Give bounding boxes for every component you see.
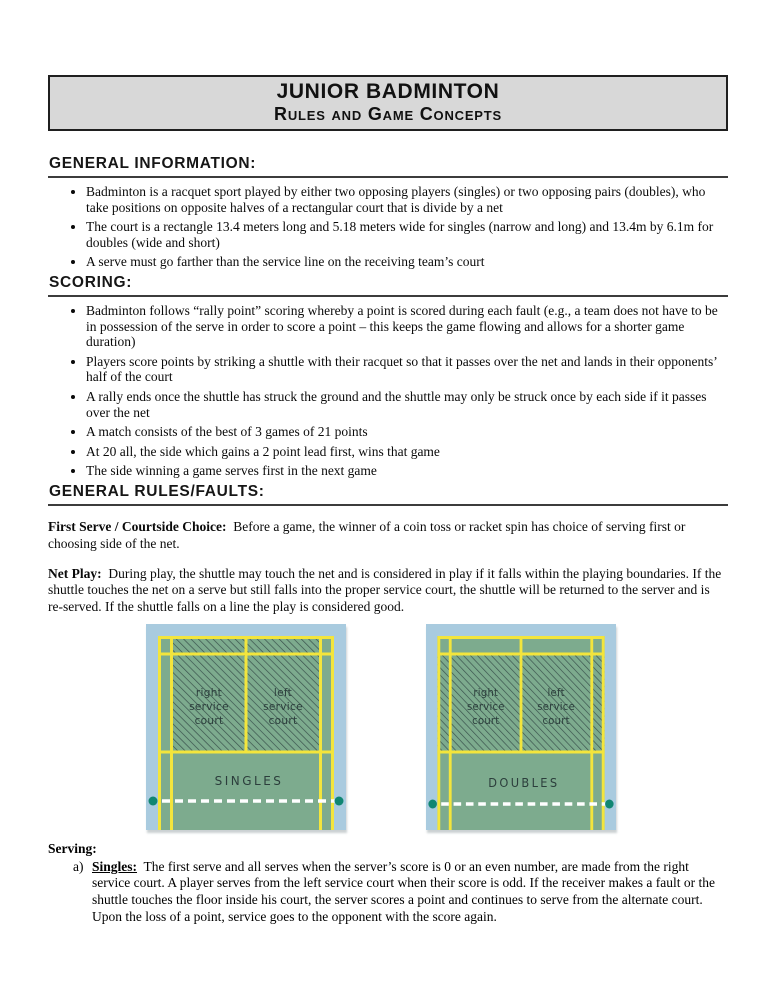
svg-text:court: court (194, 714, 224, 727)
list-marker: a) (73, 858, 84, 874)
scoring-bullet-list (48, 303, 728, 479)
court-diagrams (146, 624, 728, 830)
serving-item-label: Singles: (92, 858, 138, 874)
bullet-item: • The court is a rectangle 13.4 meters long and 5.18 meters wide for singles (narrow and long) and 13.4m by 6.1m for doubles (wide and short) (86, 219, 728, 250)
svg-text:right: right (195, 686, 223, 699)
section-heading-general-rules: GENERAL RULES/FAULTS: (48, 483, 728, 506)
serving-item-singles (48, 859, 728, 926)
section-heading-scoring: SCORING: (48, 274, 728, 297)
paragraph-lead-net-play: Net Play: (48, 565, 102, 581)
svg-text:court: court (472, 714, 500, 727)
bullet-item: • At 20 all, the side which gains a 2 point lead first, wins that game (86, 444, 728, 460)
bullet-item: • A serve must go farther than the service line on the receiving team’s court (86, 254, 728, 270)
bullet-item: • Players score points by striking a shuttle with their racquet so that it passes over the net and lands in their opponents’ half of the court (86, 354, 728, 385)
document-subtitle: Rules and Game Concepts (274, 104, 502, 124)
section-heading-general-information: GENERAL INFORMATION: (48, 155, 728, 178)
svg-text:service: service (189, 700, 229, 713)
svg-text:left: left (273, 686, 293, 699)
svg-text:left: left (547, 686, 565, 699)
singles-court-diagram (146, 624, 346, 830)
svg-text:court: court (268, 714, 298, 727)
svg-text:service: service (466, 700, 505, 713)
document-title: JUNIOR BADMINTON (276, 80, 500, 103)
doubles-label: DOUBLES (488, 775, 560, 790)
paragraph-text-net-play: During play, the shuttle may touch the net and is considered in play if it falls within the playing boundaries. If the shuttle touches the net on a serve but still falls into the proper service court, the shuttle will be returned to the server and is re-served. If the shuttle falls on a line the play is considered good. (48, 565, 722, 615)
svg-text:service: service (537, 700, 576, 713)
bullet-item: • The side winning a game serves first in the next game (86, 463, 728, 479)
serving-item-text: The first serve and all serves when the server’s score is 0 or an even number, are made from the right service court. A player serves from the left service court when their score is odd. If the receiver makes a fault or the shuttle touches the floor inside his court, the server scores a point and continues to serve from the alternate court. Upon the loss of a point, service goes to the opponent with the score again. (92, 858, 715, 925)
paragraph-lead-first-serve: First Serve / Courtside Choice: (48, 518, 227, 534)
title-banner (48, 75, 728, 131)
paragraph-first-serve (48, 519, 728, 553)
general-information-bullet-list (48, 184, 728, 270)
svg-text:court: court (542, 714, 570, 727)
bullet-item: • Badminton follows “rally point” scoring whereby a point is scored during each fault (e.g., a team does not have to be in possession of the serve in order to score a point – this keeps the game flowing and allows for a shorter game duration) (86, 303, 728, 350)
serving-heading: Serving: (48, 840, 97, 856)
singles-label: SINGLES (214, 773, 284, 788)
svg-text:service: service (263, 700, 303, 713)
paragraph-text-first-serve: Before a game, the winner of a coin toss or racket spin has choice of serving first or choosing side of the net. (48, 518, 686, 551)
paragraph-net-play (48, 566, 728, 616)
bullet-item: • A match consists of the best of 3 games of 21 points (86, 424, 728, 440)
serving-section (48, 841, 728, 926)
doubles-court-diagram (426, 624, 616, 830)
svg-text:right: right (473, 686, 499, 699)
bullet-item: • A rally ends once the shuttle has struck the ground and the shuttle may only be struck once by each side if it passes over the net (86, 389, 728, 420)
bullet-item: • Badminton is a racquet sport played by either two opposing players (singles) or two opposing pairs (doubles), who take positions on opposite halves of a rectangular court that is divide by a net (86, 184, 728, 215)
